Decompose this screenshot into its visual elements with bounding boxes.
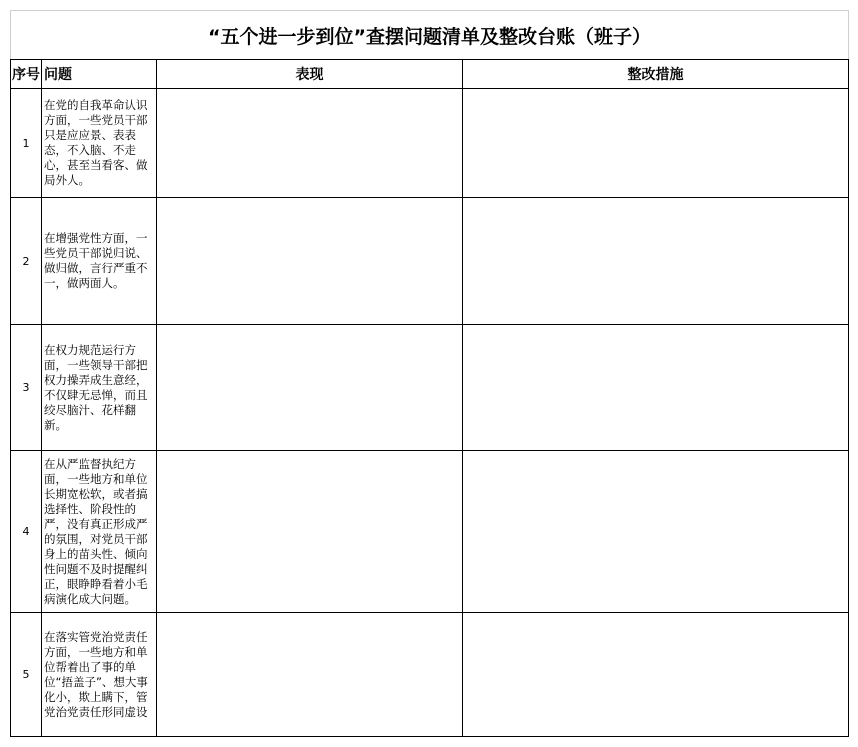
performance-cell[interactable] — [157, 613, 463, 737]
table-row — [11, 325, 849, 451]
issue-cell[interactable]: 在从严监督执纪方面，一些地方和单位长期宽松软，或者搞选择性、阶段性的严，没有真正形成严的氛围，对党员干部身上的苗头性、倾向性问题不及时提醒纠正，眼睁睁看着小毛病演化成大问题。 — [42, 451, 157, 613]
table-row — [11, 198, 849, 325]
header-measures[interactable]: 整改措施 — [463, 60, 849, 89]
row-number[interactable]: 1 — [11, 89, 42, 198]
measures-cell[interactable] — [463, 325, 849, 451]
performance-cell[interactable] — [157, 89, 463, 198]
spreadsheet — [10, 10, 848, 738]
measures-cell[interactable] — [463, 613, 849, 737]
issue-cell[interactable]: 在落实管党治党责任方面，一些地方和单位帮着出了事的单位“捂盖子”、想大事化小，欺上瞒下，管党治党责任形同虚设 — [42, 613, 157, 737]
issue-cell[interactable]: 在增强党性方面，一些党员干部说归说、做归做，言行严重不一，做两面人。 — [42, 198, 157, 325]
header-row — [11, 60, 849, 89]
measures-cell[interactable] — [463, 451, 849, 613]
row-number[interactable]: 2 — [11, 198, 42, 325]
performance-cell[interactable] — [157, 451, 463, 613]
row-number[interactable]: 5 — [11, 613, 42, 737]
performance-cell[interactable] — [157, 325, 463, 451]
table-row — [11, 89, 849, 198]
measures-cell[interactable] — [463, 89, 849, 198]
header-performance[interactable]: 表现 — [157, 60, 463, 89]
table-row — [11, 613, 849, 737]
header-issue[interactable]: 问题 — [42, 60, 157, 89]
performance-cell[interactable] — [157, 198, 463, 325]
page-title[interactable]: “五个进一步到位”查摆问题清单及整改台账（班子） — [11, 11, 849, 60]
header-seq[interactable]: 序号 — [11, 60, 42, 89]
issue-cell[interactable]: 在权力规范运行方面，一些领导干部把权力操弄成生意经，不仅肆无忌惮，而且绞尽脑汁、花样翻新。 — [42, 325, 157, 451]
table-row — [11, 451, 849, 613]
rectification-ledger-table — [10, 10, 849, 737]
issue-cell[interactable]: 在党的自我革命认识方面，一些党员干部只是应应景、表表态，不入脑、不走心，甚至当看客、做局外人。 — [42, 89, 157, 198]
row-number[interactable]: 4 — [11, 451, 42, 613]
measures-cell[interactable] — [463, 198, 849, 325]
row-number[interactable]: 3 — [11, 325, 42, 451]
